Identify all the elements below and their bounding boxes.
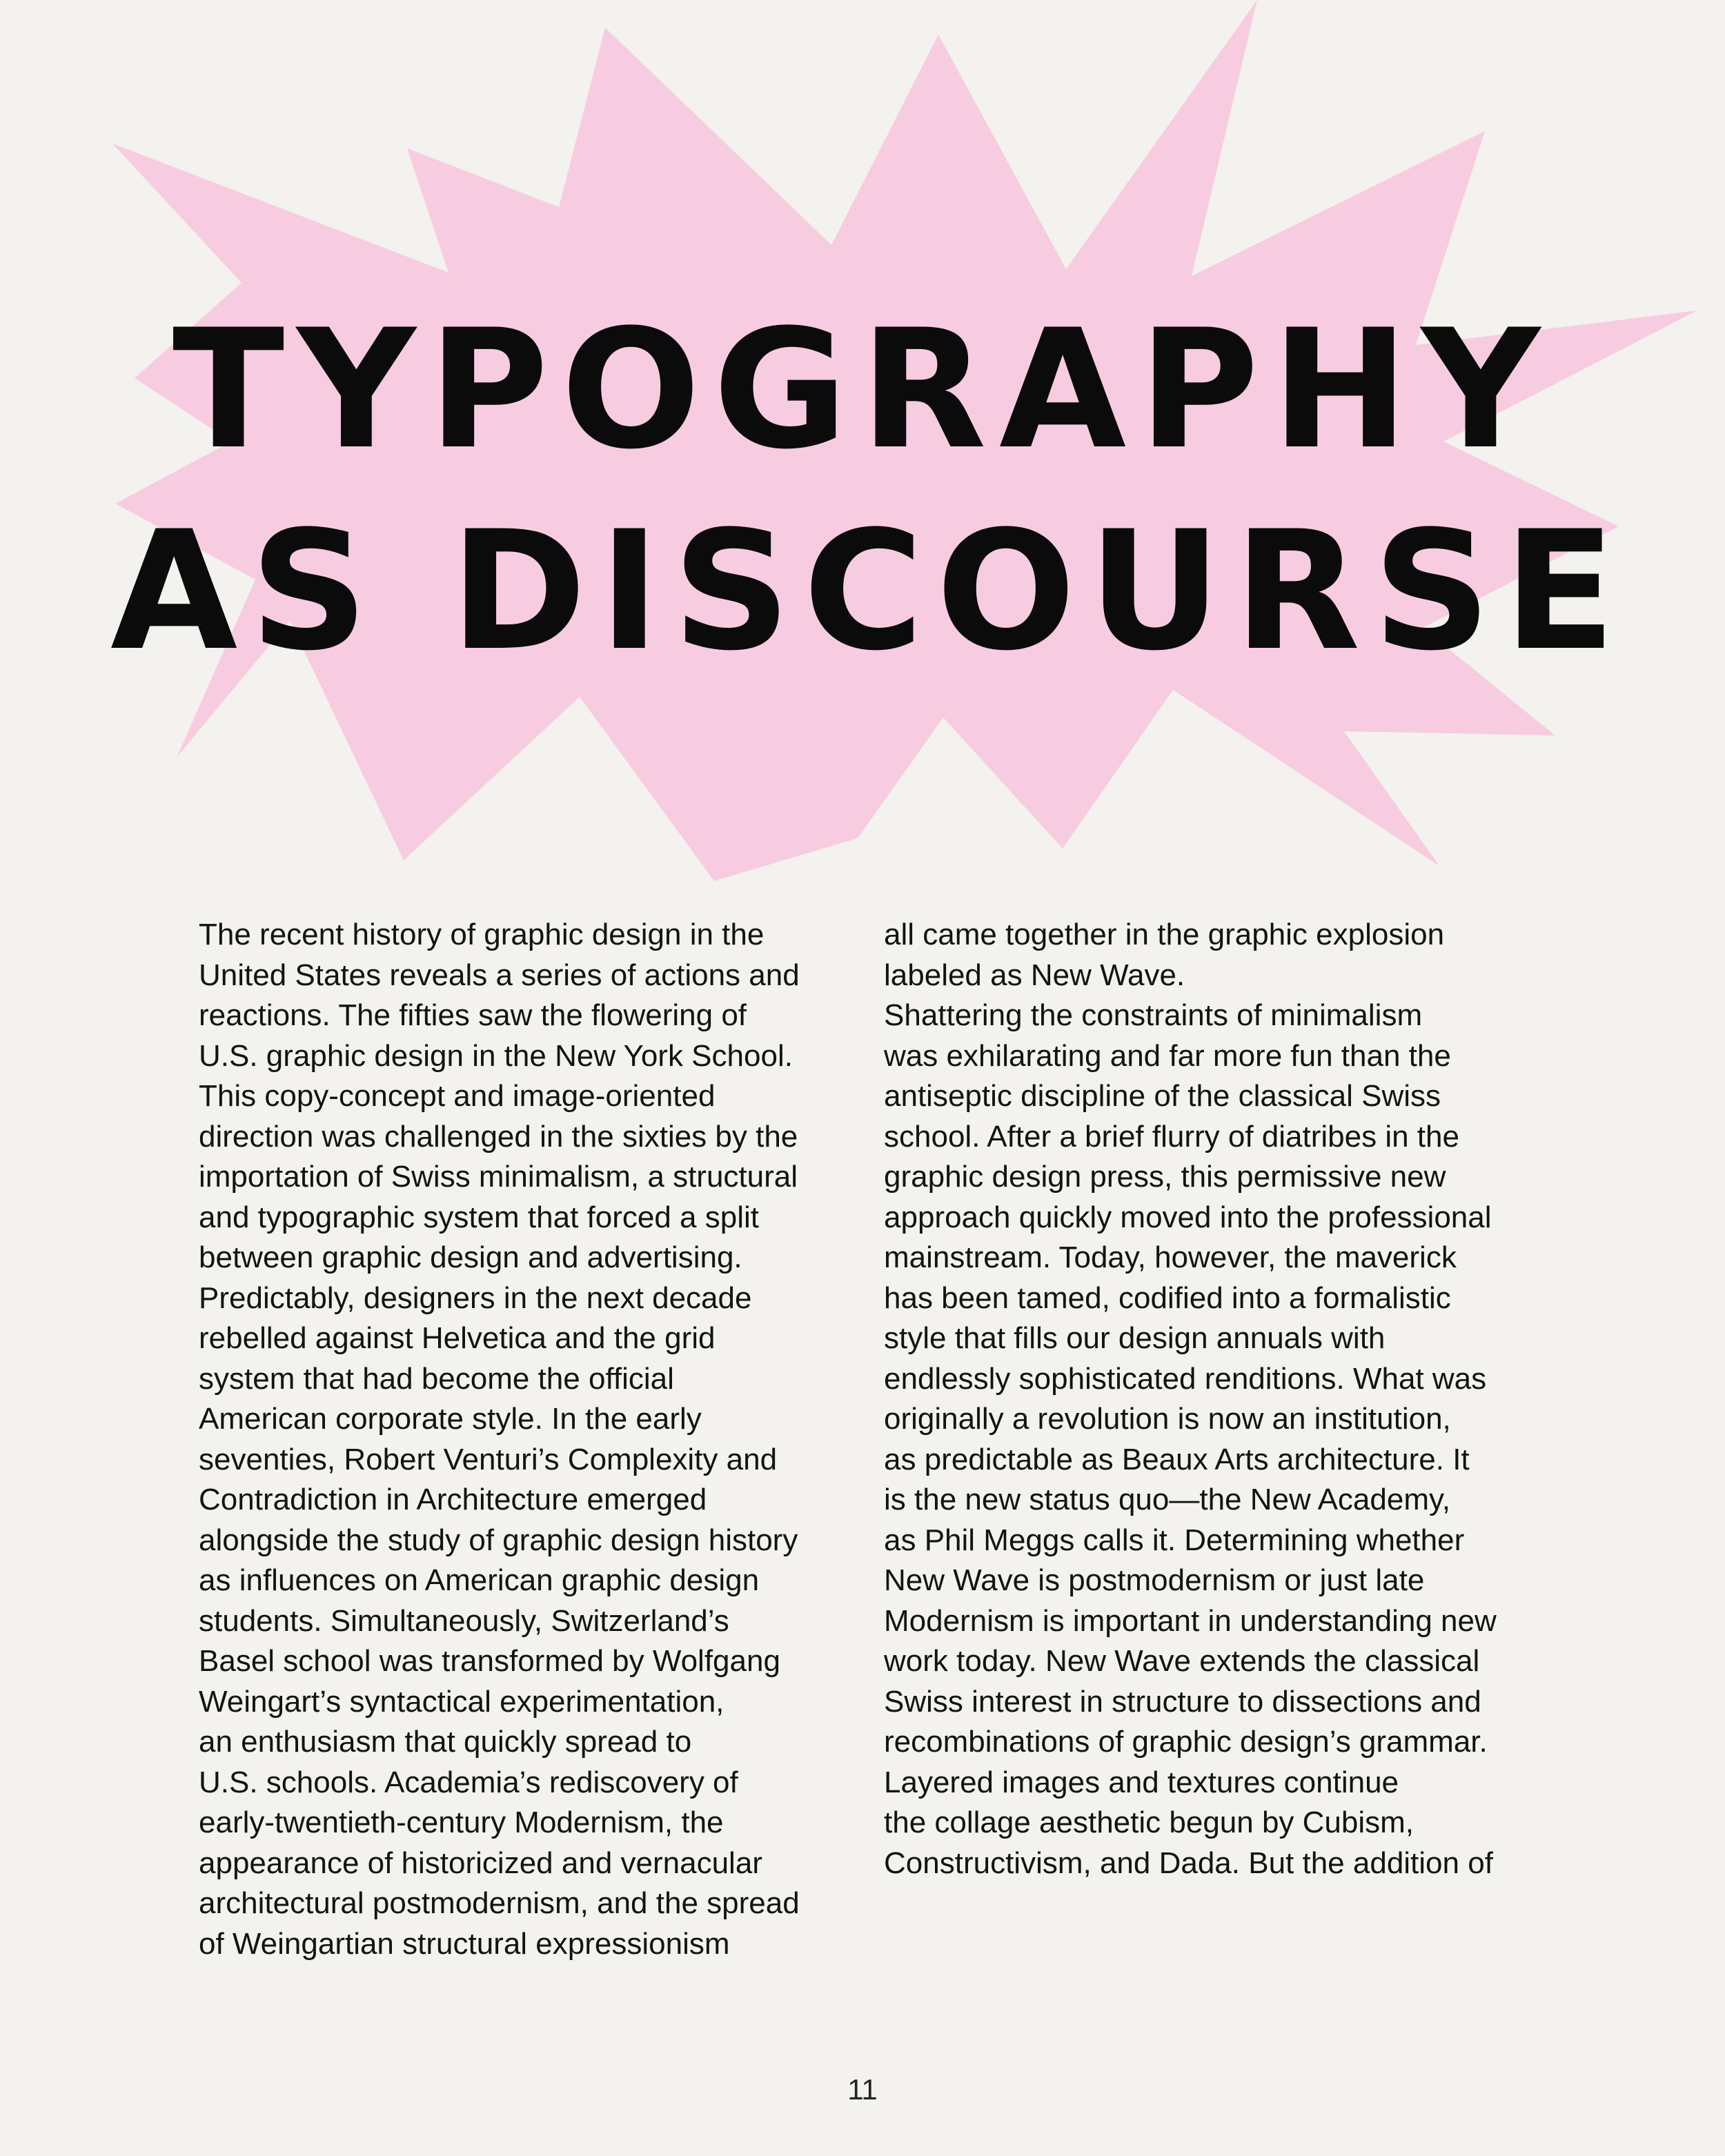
text-line: antiseptic discipline of the classical Swiss [884, 1079, 1441, 1113]
text-line: as influences on American graphic design [199, 1563, 760, 1597]
text-line: Layered images and textures continue [884, 1765, 1399, 1799]
text-line: between graphic design and advertising. [199, 1240, 742, 1274]
text-line: the collage aesthetic begun by Cubism, [884, 1806, 1414, 1839]
text-line: labeled as New Wave. [884, 958, 1185, 992]
text-line: graphic design press, this permissive new [884, 1160, 1446, 1194]
text-line: appearance of historicized and vernacular [199, 1846, 762, 1880]
text-line: This copy-concept and image-oriented [199, 1079, 716, 1113]
text-line: of Weingartian structural expressionism [199, 1926, 730, 1961]
text-line: approach quickly moved into the professional [884, 1200, 1492, 1234]
text-line: all came together in the graphic explosion [884, 918, 1445, 951]
text-line: system that had become the official [199, 1361, 674, 1396]
text-line: Weingart’s syntactical experimentation, [199, 1684, 724, 1719]
text-line: endlessly sophisticated renditions. What was [884, 1361, 1487, 1396]
text-line: Basel school was transformed by Wolfgang [199, 1644, 780, 1678]
text-line: rebelled against Helvetica and the grid [199, 1321, 716, 1355]
text-line: school. After a brief flurry of diatribes in the [884, 1119, 1459, 1154]
text-line: importation of Swiss minimalism, a structural [199, 1160, 798, 1194]
text-line: U.S. graphic design in the New York School. [199, 1038, 793, 1073]
text-line: an enthusiasm that quickly spread to [199, 1725, 692, 1759]
text-line: work today. New Wave extends the classical [884, 1644, 1480, 1678]
text-line: American corporate style. In the early [199, 1402, 702, 1436]
text-line: direction was challenged in the sixties by the [199, 1119, 798, 1154]
text-line: early-twentieth-century Modernism, the [199, 1806, 724, 1839]
text-line: was exhilarating and far more fun than the [884, 1038, 1451, 1073]
text-line: Predictably, designers in the next decade [199, 1280, 752, 1315]
text-line: and typographic system that forced a split [199, 1200, 759, 1234]
text-line: Constructivism, and Dada. But the addition of [884, 1846, 1493, 1880]
text-line: is the new status quo—the New Academy, [884, 1483, 1450, 1516]
text-line: Shattering the constraints of minimalism [884, 998, 1423, 1032]
text-line: alongside the study of graphic design history [199, 1523, 798, 1557]
text-line: as predictable as Beaux Arts architecture. It [884, 1442, 1470, 1476]
title-line-2: AS DISCOURSE [110, 496, 1628, 687]
page-title [110, 290, 1628, 693]
text-line: architectural postmodernism, and the spread [199, 1886, 800, 1920]
text-line: seventies, Robert Venturi’s Complexity and [199, 1442, 778, 1476]
title-line-1: TYPOGRAPHY [172, 295, 1553, 486]
body-text-left-column [199, 915, 840, 1964]
text-line: Swiss interest in structure to dissections and [884, 1684, 1481, 1719]
text-line: has been tamed, codified into a formalistic [884, 1280, 1451, 1315]
text-line: recombinations of graphic design’s grammar. [884, 1725, 1488, 1759]
body-text-right-column [884, 915, 1546, 1883]
text-line: originally a revolution is now an institution, [884, 1402, 1451, 1436]
text-line: New Wave is postmodernism or just late [884, 1563, 1425, 1597]
page-number: 11 [847, 2073, 878, 2106]
text-line: students. Simultaneously, Switzerland’s [199, 1603, 729, 1638]
text-line: mainstream. Today, however, the maverick [884, 1240, 1457, 1274]
text-line: Modernism is important in understanding new [884, 1603, 1497, 1638]
text-line: Contradiction in Architecture emerged [199, 1483, 707, 1516]
text-line: United States reveals a series of actions and [199, 958, 800, 992]
text-line: style that fills our design annuals with [884, 1321, 1386, 1355]
text-line: The recent history of graphic design in the [199, 918, 765, 951]
text-line: as Phil Meggs calls it. Determining whether [884, 1523, 1465, 1557]
text-line: U.S. schools. Academia’s rediscovery of [199, 1765, 738, 1799]
text-line: reactions. The fifties saw the flowering of [199, 998, 747, 1032]
